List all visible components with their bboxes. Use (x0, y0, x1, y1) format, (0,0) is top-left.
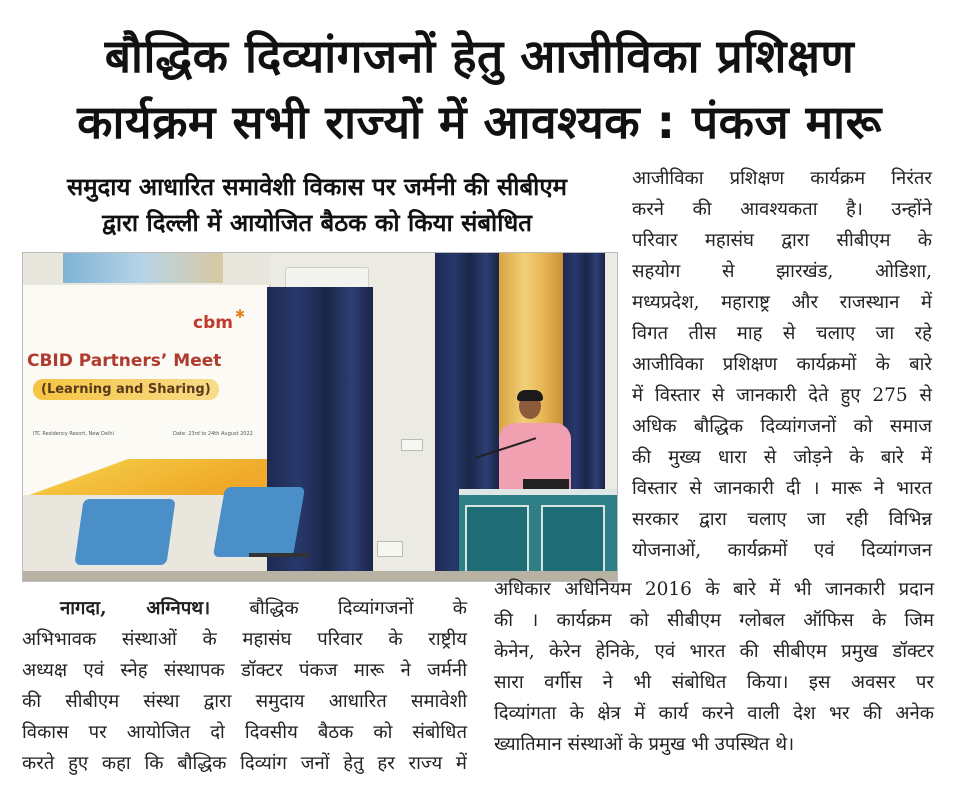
screen-subtitle: (Learning and Sharing) (33, 379, 219, 400)
cbm-logo: cbm (193, 313, 233, 333)
right-col-line: सहयोग से झारखंड, ओडिशा, (632, 261, 932, 282)
left-col-line: करते हुए कहा कि बौद्धिक दिव्यांग जनों हेतु हर राज्य में (22, 753, 467, 774)
left-col-line: विकास पर आयोजित दो दिवसीय बैठक को संबोधित (22, 722, 467, 743)
right-col-line: परिवार महासंघ द्वारा सीबीएम के (632, 230, 932, 251)
speaker-hair (517, 390, 543, 401)
wide-col-line: अधिकार अधिनियम 2016 के बारे में भी जानकारी प्रदान (494, 579, 934, 600)
screen-title: CBID Partners’ Meet (27, 351, 222, 371)
left-col-first-line-text: बौद्धिक दिव्यांगजनों के (249, 598, 467, 619)
podium (459, 489, 617, 582)
photo-top-banner (63, 253, 223, 283)
right-col-line: योजनाओं, कार्यक्रमों एवं दिव्यांगजन (632, 540, 932, 561)
wall-switch (401, 439, 423, 451)
cbm-logo-star-icon: ✱ (235, 307, 246, 321)
chair-left (74, 499, 175, 565)
right-col-line: की मुख्य धारा से जोड़ने के बारे में (632, 447, 932, 468)
screen-venue: ITC Residency Resort, New Delhi (33, 431, 114, 437)
left-col-line: अध्यक्ष एवं स्नेह संस्थापक डॉक्टर पंकज मारू ने जर्मनी (22, 660, 467, 681)
right-col-line: विगत तीस माह से चलाए जा रहे (632, 323, 932, 344)
headline-line-2: कार्यक्रम सभी राज्यों में आवश्यक : पंकज मारू (77, 95, 882, 149)
wall-socket (377, 541, 403, 557)
dateline: नागदा, अग्निपथ। (60, 598, 211, 619)
left-col-line: अभिभावक संस्थाओं के महासंघ परिवार के राष्ट्रीय (22, 629, 467, 650)
subheadline-line-2: द्वारा दिल्ली में आयोजित बैठक को किया संबोधित (102, 209, 532, 237)
chair-base (249, 553, 309, 557)
right-col-line: आजीविका प्रशिक्षण कार्यक्रमों के बारे (632, 354, 932, 375)
wide-col-line: सारा वर्गीस ने भी संबोधित किया। इस अवसर पर (494, 672, 934, 693)
right-col-line: करने की आवश्यकता है। उन्होंने (632, 199, 932, 220)
right-col-line: अधिक बौद्धिक दिव्यांगजनों को समाज (632, 416, 932, 437)
wide-col-line: ख्यातिमान संस्थाओं के प्रमुख भी उपस्थित थे। (494, 734, 795, 755)
right-col-line: में विस्तार से जानकारी देते हुए 275 से (632, 385, 932, 406)
wide-col-line: की । कार्यक्रम को सीबीएम ग्लोबल ऑफिस के जिम (494, 610, 934, 631)
right-col-line: विस्तार से जानकारी दी । मारू ने भारत (632, 478, 932, 499)
left-col-first-line (60, 598, 467, 620)
right-col-line: आजीविका प्रशिक्षण कार्यक्रम निरंतर (632, 168, 932, 189)
screen-date: Date: 23rd to 24th August 2022 (173, 431, 253, 437)
left-col-line: की सीबीएम संस्था द्वारा समुदाय आधारित समावेशी (22, 691, 467, 712)
right-col-line: सरकार द्वारा चलाए जा रही विभिन्न (632, 509, 932, 530)
headline-line-1: बौद्धिक दिव्यांगजनों हेतु आजीविका प्रशिक्षण (104, 29, 855, 83)
subheadline-line-1: समुदाय आधारित समावेशी विकास पर जर्मनी की सीबीएम (66, 173, 568, 201)
projection-screen (23, 285, 271, 495)
chair-right (213, 487, 305, 557)
wide-col-line: दिव्यांगता के क्षेत्र में कार्य करने वाली देश भर की अनेक (494, 703, 934, 724)
event-photo (22, 252, 618, 582)
right-col-line: मध्यप्रदेश, महाराष्ट्र और राजस्थान में (632, 292, 932, 313)
wide-col-line: केनेन, केरेन हेनिके, एवं भारत की सीबीएम प्रमुख डॉक्टर (494, 641, 934, 662)
